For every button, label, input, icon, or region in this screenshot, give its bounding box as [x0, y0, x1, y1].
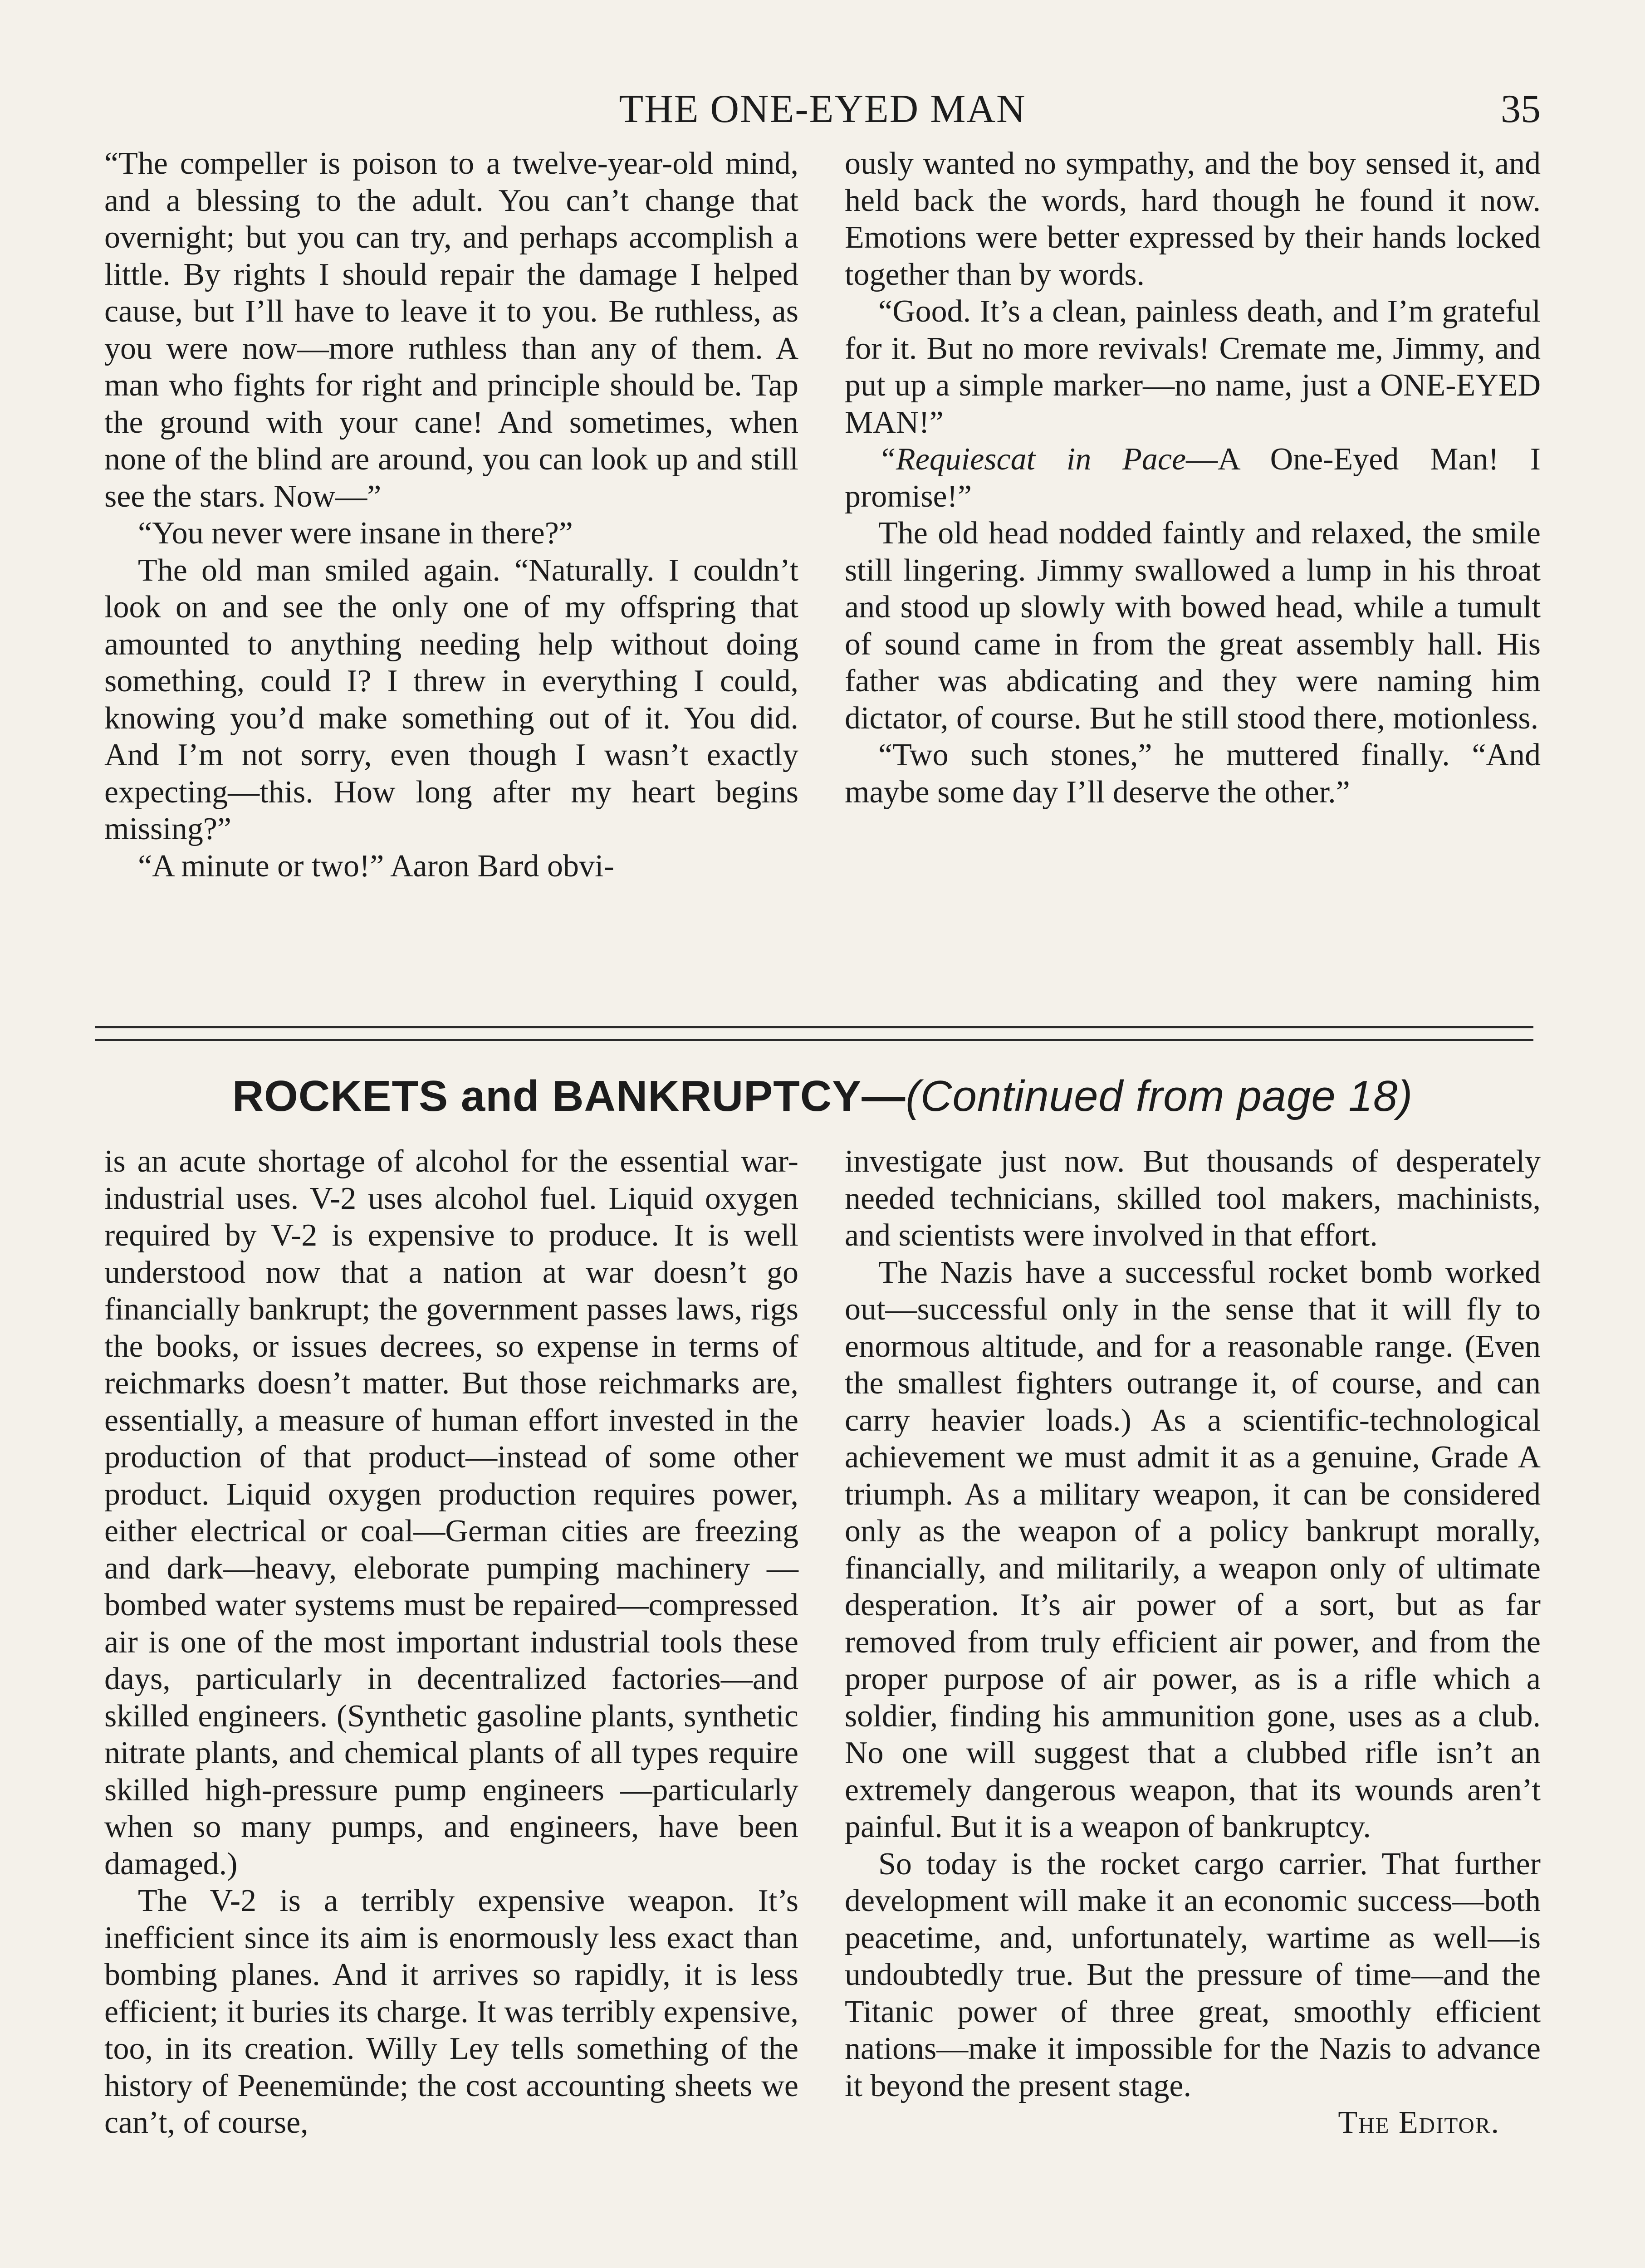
requiescat-rest: —A One-Eyed Man! I promise!” — [845, 442, 1541, 514]
story-paragraph: “Good. It’s a clean, painless death, and I’m grateful for it. But no more revivals! Cremate me, Jimmy, and put up a simple marker—no name, just a ONE-EYED MAN!” — [845, 294, 1541, 440]
page-header — [104, 86, 1541, 136]
section-divider — [95, 1026, 1533, 1028]
running-title: THE ONE-EYED MAN — [619, 87, 1026, 131]
article-paragraph: The Nazis have a successful rocket bomb worked out—successful only in the sense that it will fly to enormous altitude, and for a reasonable range. (Even the smallest fighters outrange it, of course, and can carry heavier loads.) As a scientific-technological achievement we must admit it as a genuine, Grade A triumph. As a military weapon, it can be considered only as the weapon of a policy bankrupt morally, financially, and militarily, a weapon only of ultimate desperation. It’s air power of a sort, but as far removed from truly efficient air power, and from the proper purpose of air power, as is a rifle which a soldier, finding his ammunition gone, uses as a club. No one will suggest that a clubbed rifle isn’t an extremely dangerous weapon, that its wounds aren’t painful. But it is a weapon of bankruptcy. — [845, 1255, 1541, 1844]
story-paragraph: “Two such stones,” he muttered finally. “And maybe some day I’ll deserve the other.” — [845, 738, 1541, 810]
story-paragraph-requiescat — [845, 441, 1541, 515]
requiescat-italic: “Requiescat in Pace — [878, 442, 1186, 477]
continued-note: (Continued from page 18) — [906, 1072, 1413, 1120]
story-column-left — [104, 145, 798, 885]
article-column-right — [845, 1143, 1541, 2141]
section-divider — [95, 1039, 1533, 1041]
story-paragraph: “The compeller is poison to a twelve-year-old mind, and a blessing to the adult. You can’t change that overnight; but you can try, and perhaps accomplish a little. By rights I should repair the damage I helped cause, but I’ll have to leave it to you. Be ruthless, as you were now—more ruthless than any of them. A man who fights for right and principle should be. Tap the ground with your cane! And sometimes, when none of the blind are around, you can look up and still see the stars. Now—” — [104, 146, 798, 514]
story-paragraph: “You never were insane in there?” — [138, 516, 573, 551]
article-column-left — [104, 1143, 798, 2141]
article-paragraph: The V-2 is a terribly expensive weapon. It’s inefficient since its aim is enormously less exact than bombing planes. And it arrives so rapidly, it is less efficient; it buries its charge. It was terribly expensive, too, in its creation. Willy Ley tells something of the history of Peenemünde; the cost accounting sheets we can’t, of course, — [104, 1883, 798, 2140]
story-paragraph: The old head nodded faintly and relaxed, the smile still lingering. Jimmy swallowed a lump in his throat and stood up slowly with bowed head, while a tumult of sound came in from the great assembly hall. His father was abdicating and they were naming him dictator, of course. But he still stood there, motionless. — [845, 516, 1541, 736]
story-column-right — [845, 145, 1541, 811]
article-paragraph: is an acute shortage of alcohol for the essential war-industrial uses. V-2 uses alcohol fuel. Liquid oxygen required by V-2 is expensive to produce. It is well understood now that a nation at war doesn’t go financially bankrupt; the government passes laws, rigs the books, or issues decrees, so expense in terms of reichmarks doesn’t matter. But those reichmarks are, essentially, a measure of human effort invested in the production of that product—instead of some other product. Liquid oxygen production requires power, either electrical or coal—German cities are freezing and dark—heavy, eleborate pumping machinery — bombed water systems must be repaired—compressed air is one of the most important industrial tools these days, particularly in decentralized factories—and skilled engineers. (Synthetic gasoline plants, synthetic nitrate plants, and chemical plants of all types require skilled high-pressure pump engineers —particularly when so many pumps, and engineers, have been damaged.) — [104, 1144, 798, 1882]
story-paragraph: ously wanted no sympathy, and the boy sensed it, and held back the words, hard though he found it now. Emotions were better expressed by their hands locked together than by words. — [845, 146, 1541, 292]
article-paragraph: investigate just now. But thousands of desperately needed technicians, skilled tool makers, machinists, and scientists were involved in that effort. — [845, 1144, 1541, 1253]
story-paragraph: “A minute or two!” Aaron Bard obvi- — [138, 848, 614, 884]
article-title: ROCKETS and BANKRUPTCY— — [232, 1072, 906, 1120]
story-paragraph: The old man smiled again. “Naturally. I couldn’t look on and see the only one of my offspring that amounted to anything needing help without doing something, could I? I threw in everything I could, knowing you’d make something out of it. You did. And I’m not sorry, even though I wasn’t exactly expecting—this. How long after my heart begins missing?” — [104, 552, 798, 846]
article-heading — [0, 1071, 1645, 1121]
article-paragraph: So today is the rocket cargo carrier. That further development will make it an economic success—both peacetime, and, unfortunately, wartime as well—is undoubtedly true. But the pressure of time—and the Titanic power of three great, smoothly efficient nations—make it impossible for the Nazis to advance it beyond the present stage. — [845, 1846, 1541, 2103]
page-number: 35 — [1501, 87, 1541, 131]
editor-signature: The Editor. — [1338, 2105, 1500, 2140]
